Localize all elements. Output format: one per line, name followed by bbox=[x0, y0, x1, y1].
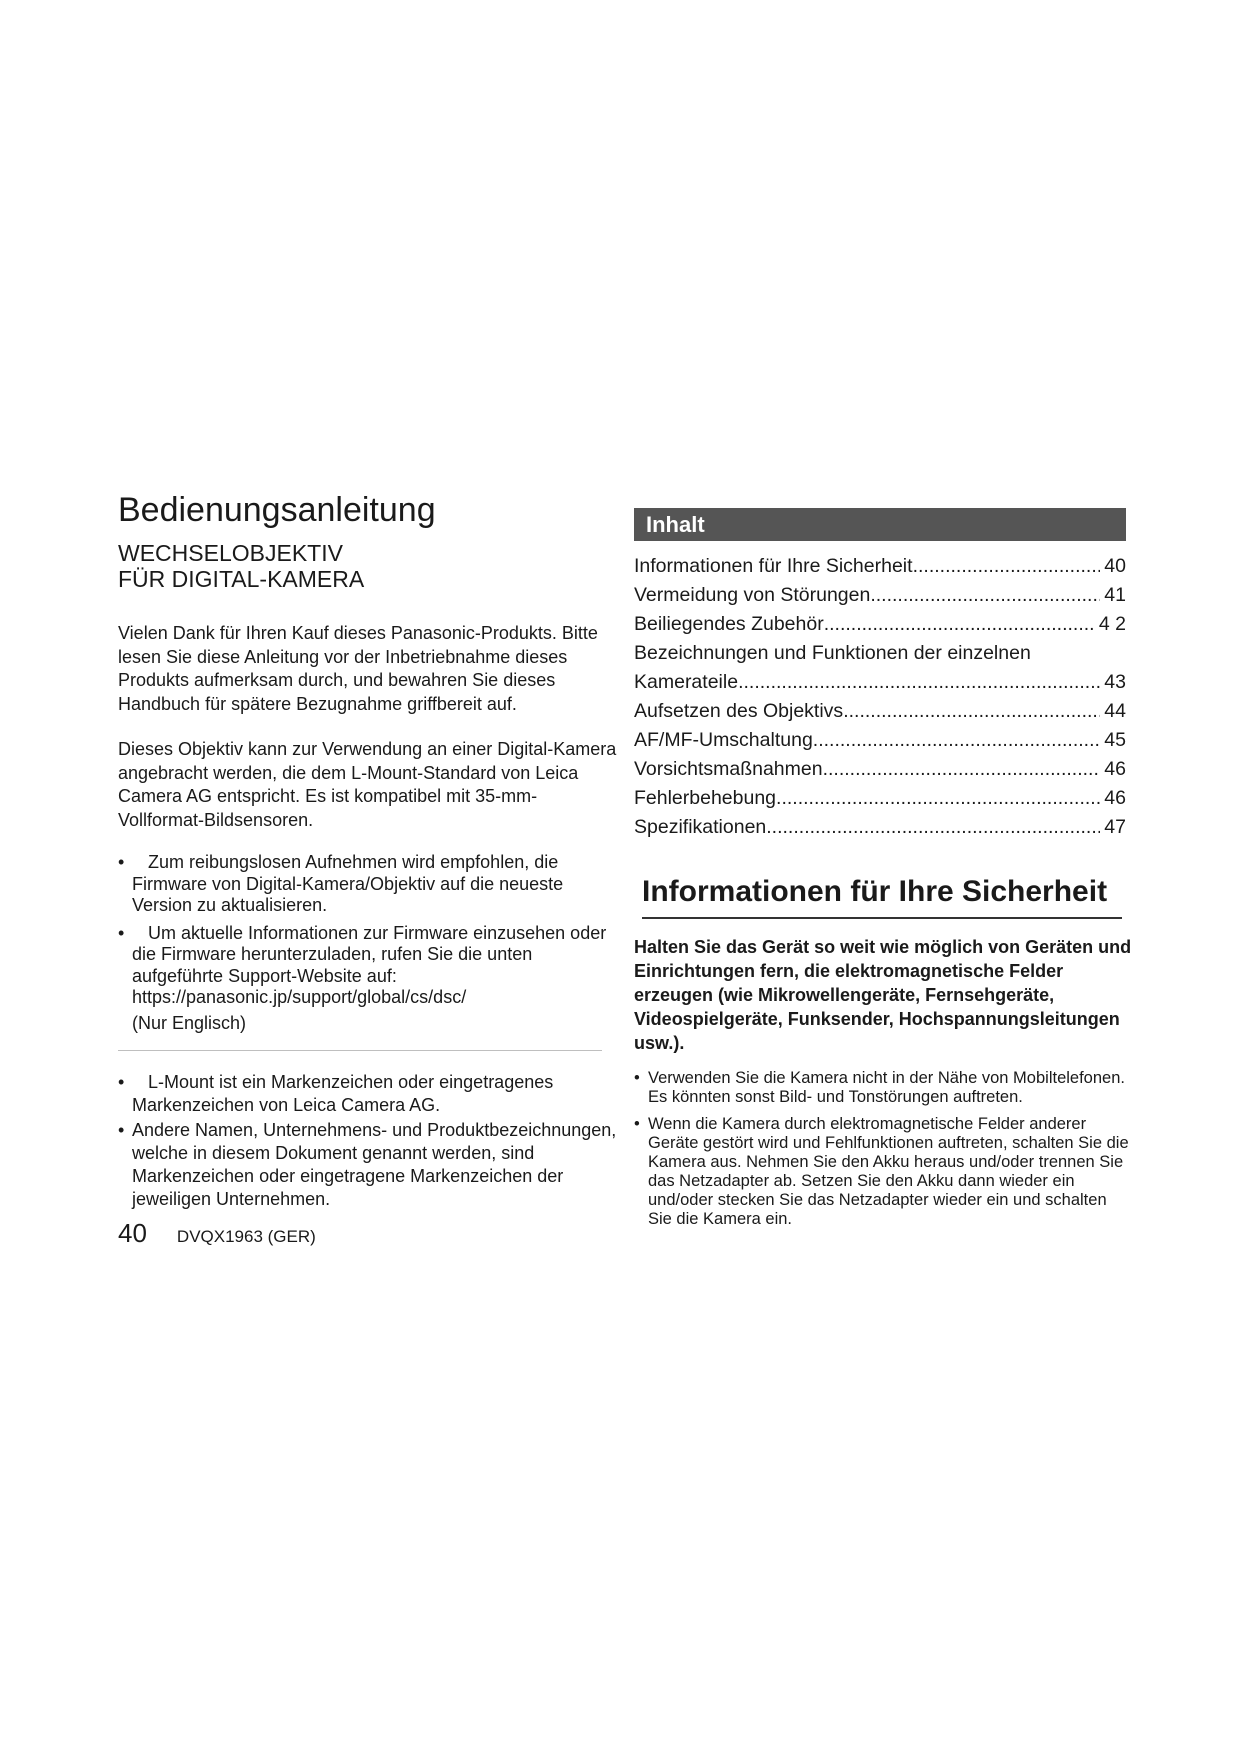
toc-entry[interactable]: Bezeichnungen und Funktionen der einzelnen Kamerateile ..... 43 bbox=[634, 636, 1126, 694]
toc-entry[interactable]: Fehlerbehebung ..... 46 bbox=[634, 781, 1126, 810]
bullet-icon: • bbox=[118, 1120, 125, 1140]
list-item: • Andere Namen, Unternehmens- und Produktbezeichnungen, welche in diesem Dokument genannt werden, sind Markenzeichen oder eingetragene Markenzeichen der jeweiligen Unternehmen. bbox=[118, 1120, 617, 1209]
safety-warning: Halten Sie das Gerät so weit wie möglich von Geräten und Einrichtungen fern, die elektromagnetische Felder erzeugen (wie Mikrowellengeräte, Fernsehgeräte, Videospielgeräte, Funksender, Hochspannungsleitungen usw.). bbox=[634, 937, 1132, 1053]
toc-entry[interactable]: Aufsetzen des Objektivs ..... 44 bbox=[634, 694, 1126, 723]
bullet-icon: • bbox=[118, 852, 125, 872]
right-column bbox=[634, 508, 1134, 1237]
table-of-contents bbox=[634, 549, 1134, 839]
page-number: 40 bbox=[118, 1218, 147, 1248]
toc-entry[interactable]: Vorsichtsmaßnahmen ..... 46 bbox=[634, 752, 1126, 781]
list-item: • Verwenden Sie die Kamera nicht in der Nähe von Mobiltelefonen. Es könnten sonst Bild- und Tonstörungen auftreten. bbox=[634, 1069, 1125, 1106]
intro-paragraph: Vielen Dank für Ihren Kauf dieses Panasonic-Produkts. Bitte lesen Sie diese Anleitung vor der Inbetriebnahme dieses Produkts aufmerksam durch, und bewahren Sie dieses Handbuch für spätere Bezugnahme griffbereit auf. bbox=[118, 623, 598, 714]
list-item: • Wenn die Kamera durch elektromagnetische Felder anderer Geräte gestört wird und Fehlfunktionen auftreten, schalten Sie die Kamera aus. Nehmen Sie den Akku heraus und/oder trennen Sie das Netzadapter ab. Setzen Sie den Akku dann wieder ein und/oder stecken Sie das Netzadapter wieder ein und schalten Sie die Kamera ein. bbox=[634, 1115, 1129, 1228]
toc-entry[interactable]: Vermeidung von Störungen ..... 41 bbox=[634, 578, 1126, 607]
toc-header: Inhalt bbox=[634, 508, 1126, 541]
bullet-icon: • bbox=[634, 1115, 640, 1133]
page-footer bbox=[118, 1218, 316, 1249]
document-code: DVQX1963 (GER) bbox=[176, 1227, 316, 1246]
compatibility-paragraph: Dieses Objektiv kann zur Verwendung an einer Digital-Kamera angebracht werden, die dem L-Mount-Standard von Leica Camera AG entspricht. Es ist kompatibel mit 35-mm-Vollformat-Bildsensoren. bbox=[118, 739, 617, 830]
list-item: • L-Mount ist ein Markenzeichen oder eingetragenes Markenzeichen von Leica Camera AG. bbox=[118, 1072, 554, 1115]
left-column bbox=[118, 490, 618, 1213]
safety-bullets bbox=[634, 1069, 1134, 1229]
list-item: • Zum reibungslosen Aufnehmen wird empfohlen, die Firmware von Digital-Kamera/Objektiv auf die neueste Version zu aktualisieren. bbox=[118, 852, 564, 915]
bullet-icon: • bbox=[634, 1069, 640, 1087]
list-item: • Um aktuelle Informationen zur Firmware einzusehen oder die Firmware herunterzuladen, rufen Sie die unten aufgeführte Support-Website auf: https://panasonic.jp/support/global/cs/dsc/ (Nur Englisch) bbox=[118, 923, 618, 1035]
section-title: Informationen für Ihre Sicherheit bbox=[642, 875, 1122, 919]
bullet-icon: • bbox=[118, 922, 125, 943]
subtitle-line-1: WECHSELOBJEKTIV bbox=[118, 540, 343, 566]
manual-title: Bedienungsanleitung bbox=[118, 491, 436, 529]
toc-entry[interactable]: Beiliegendes Zubehör ..... 4 2 bbox=[634, 607, 1126, 636]
firmware-bullets bbox=[118, 852, 618, 1034]
subtitle-line-2: FÜR DIGITAL-KAMERA bbox=[118, 566, 365, 592]
divider bbox=[118, 1050, 602, 1051]
bullet-icon: • bbox=[118, 1072, 125, 1092]
language-note: (Nur Englisch) bbox=[132, 1012, 247, 1033]
toc-entry[interactable]: AF/MF-Umschaltung ..... 45 bbox=[634, 723, 1126, 752]
toc-entry[interactable]: Spezifikationen ..... 47 bbox=[634, 810, 1126, 839]
trademark-bullets bbox=[118, 1071, 618, 1211]
toc-entry[interactable]: Informationen für Ihre Sicherheit ..... 40 bbox=[634, 549, 1126, 578]
product-subtitle bbox=[118, 540, 618, 592]
